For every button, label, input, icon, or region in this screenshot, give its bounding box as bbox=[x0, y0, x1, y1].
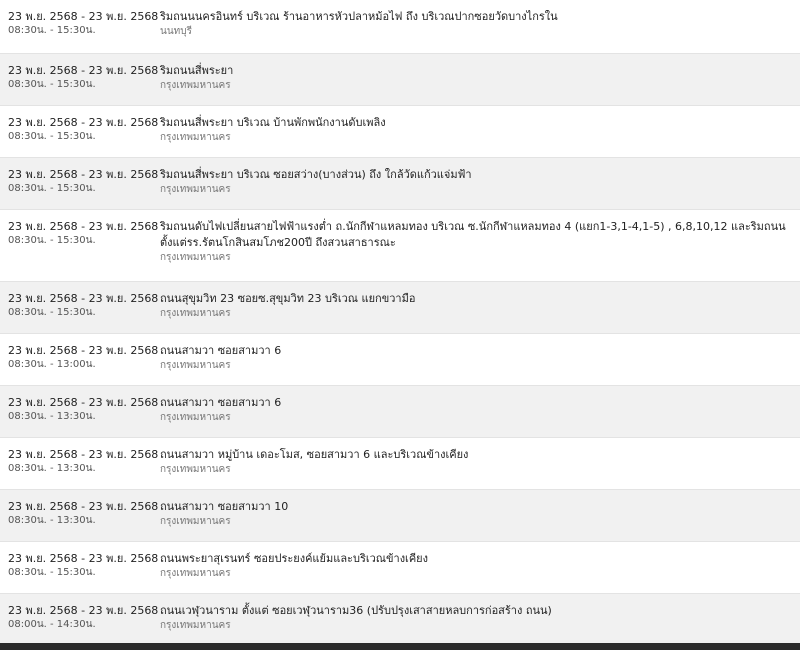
province-text: กรุงเทพมหานคร bbox=[160, 80, 231, 91]
date-column bbox=[0, 551, 160, 593]
location-column bbox=[160, 219, 800, 281]
date-column bbox=[0, 63, 160, 105]
time-range: 08:30น. - 15:30น. bbox=[8, 131, 96, 142]
list-item bbox=[0, 334, 800, 386]
location-column bbox=[160, 63, 800, 105]
list-item bbox=[0, 54, 800, 106]
date-range: 23 พ.ย. 2568 - 23 พ.ย. 2568 bbox=[8, 500, 159, 513]
time-range: 08:30น. - 15:30น. bbox=[8, 235, 96, 246]
time-range: 08:30น. - 15:30น. bbox=[8, 25, 96, 36]
date-range: 23 พ.ย. 2568 - 23 พ.ย. 2568 bbox=[8, 448, 159, 461]
date-column bbox=[0, 603, 160, 646]
location-column bbox=[160, 499, 800, 541]
date-column bbox=[0, 9, 160, 53]
location-text: ถนนสามวา ซอยสามวา 6 bbox=[160, 344, 282, 357]
time-range: 08:30น. - 13:30น. bbox=[8, 463, 96, 474]
list-item bbox=[0, 0, 800, 54]
date-range: 23 พ.ย. 2568 - 23 พ.ย. 2568 bbox=[8, 604, 159, 617]
date-range: 23 พ.ย. 2568 - 23 พ.ย. 2568 bbox=[8, 292, 159, 305]
province-text: กรุงเทพมหานคร bbox=[160, 252, 231, 263]
province-text: กรุงเทพมหานคร bbox=[160, 412, 231, 423]
date-range: 23 พ.ย. 2568 - 23 พ.ย. 2568 bbox=[8, 220, 159, 233]
date-column bbox=[0, 499, 160, 541]
date-column bbox=[0, 343, 160, 385]
province-text: กรุงเทพมหานคร bbox=[160, 360, 231, 371]
location-column bbox=[160, 343, 800, 385]
list-item bbox=[0, 594, 800, 647]
location-text: ถนนสามวา ซอยสามวา 6 bbox=[160, 396, 282, 409]
location-column bbox=[160, 9, 800, 53]
location-text: ถนนพระยาสุเรนทร์ ซอยประยงค์แย้มและบริเวณข้างเคียง bbox=[160, 552, 428, 565]
location-text: ริมถนนดับไฟเปลี่ยนสายไฟฟ้าแรงต่ำ ถ.นักกีฬาแหลมทอง บริเวณ ซ.นักกีฬาแหลมทอง 4 (แยก1-3,1-4,1-5) , 6,8,10,12 และริมถนน ตั้งแต่รร.รัตนโกสินสมโภช200ปี ถึงสวนสาธารณะ bbox=[160, 220, 786, 249]
date-range: 23 พ.ย. 2568 - 23 พ.ย. 2568 bbox=[8, 344, 159, 357]
date-column bbox=[0, 447, 160, 489]
list-item bbox=[0, 158, 800, 210]
date-column bbox=[0, 395, 160, 437]
province-text: กรุงเทพมหานคร bbox=[160, 308, 231, 319]
time-range: 08:30น. - 15:30น. bbox=[8, 79, 96, 90]
time-range: 08:30น. - 13:00น. bbox=[8, 359, 96, 370]
location-column bbox=[160, 395, 800, 437]
date-range: 23 พ.ย. 2568 - 23 พ.ย. 2568 bbox=[8, 552, 159, 565]
time-range: 08:30น. - 15:30น. bbox=[8, 183, 96, 194]
date-column bbox=[0, 115, 160, 157]
location-column bbox=[160, 115, 800, 157]
location-text: ริมถนนสี่พระยา บริเวณ ซอยสว่าง(บางส่วน) ถึง ใกล้วัดแก้วแจ่มฟ้า bbox=[160, 168, 472, 181]
location-text: ริมถนนสี่พระยา บริเวณ บ้านพักพนักงานดับเพลิง bbox=[160, 116, 386, 129]
province-text: กรุงเทพมหานคร bbox=[160, 184, 231, 195]
location-text: ถนนสุขุมวิท 23 ซอยซ.สุขุมวิท 23 บริเวณ แยกขวามือ bbox=[160, 292, 416, 305]
province-text: กรุงเทพมหานคร bbox=[160, 620, 231, 631]
province-text: กรุงเทพมหานคร bbox=[160, 516, 231, 527]
province-text: กรุงเทพมหานคร bbox=[160, 464, 231, 475]
time-range: 08:30น. - 13:30น. bbox=[8, 515, 96, 526]
location-column bbox=[160, 291, 800, 333]
list-item bbox=[0, 282, 800, 334]
date-range: 23 พ.ย. 2568 - 23 พ.ย. 2568 bbox=[8, 396, 159, 409]
province-text: กรุงเทพมหานคร bbox=[160, 132, 231, 143]
list-item bbox=[0, 438, 800, 490]
time-range: 08:00น. - 14:30น. bbox=[8, 619, 96, 630]
location-column bbox=[160, 603, 800, 646]
list-item bbox=[0, 386, 800, 438]
location-column bbox=[160, 167, 800, 209]
date-range: 23 พ.ย. 2568 - 23 พ.ย. 2568 bbox=[8, 168, 159, 181]
date-column bbox=[0, 219, 160, 281]
list-item bbox=[0, 542, 800, 594]
list-item bbox=[0, 210, 800, 282]
bottom-bar bbox=[0, 643, 800, 650]
location-text: ริมถนนสี่พระยา bbox=[160, 64, 234, 77]
date-column bbox=[0, 291, 160, 333]
location-column bbox=[160, 551, 800, 593]
time-range: 08:30น. - 15:30น. bbox=[8, 307, 96, 318]
date-range: 23 พ.ย. 2568 - 23 พ.ย. 2568 bbox=[8, 116, 159, 129]
date-column bbox=[0, 167, 160, 209]
list-item bbox=[0, 106, 800, 158]
location-text: ถนนเวฬุวนาราม ตั้งแต่ ซอยเวฬุวนาราม36 (ปรับปรุงเสาสายหลบการก่อสร้าง ถนน) bbox=[160, 604, 552, 617]
list-item bbox=[0, 490, 800, 542]
location-text: ถนนสามวา ซอยสามวา 10 bbox=[160, 500, 289, 513]
province-text: กรุงเทพมหานคร bbox=[160, 568, 231, 579]
province-text: นนทบุรี bbox=[160, 26, 192, 37]
location-column bbox=[160, 447, 800, 489]
location-text: ริมถนนนครอินทร์ บริเวณ ร้านอาหารหัวปลาหม้อไฟ ถึง บริเวณปากซอยวัดบางไกรใน bbox=[160, 10, 558, 23]
time-range: 08:30น. - 13:30น. bbox=[8, 411, 96, 422]
date-range: 23 พ.ย. 2568 - 23 พ.ย. 2568 bbox=[8, 10, 159, 23]
time-range: 08:30น. - 15:30น. bbox=[8, 567, 96, 578]
date-range: 23 พ.ย. 2568 - 23 พ.ย. 2568 bbox=[8, 64, 159, 77]
location-text: ถนนสามวา หมู่บ้าน เดอะโมส, ซอยสามวา 6 และบริเวณข้างเคียง bbox=[160, 448, 469, 461]
